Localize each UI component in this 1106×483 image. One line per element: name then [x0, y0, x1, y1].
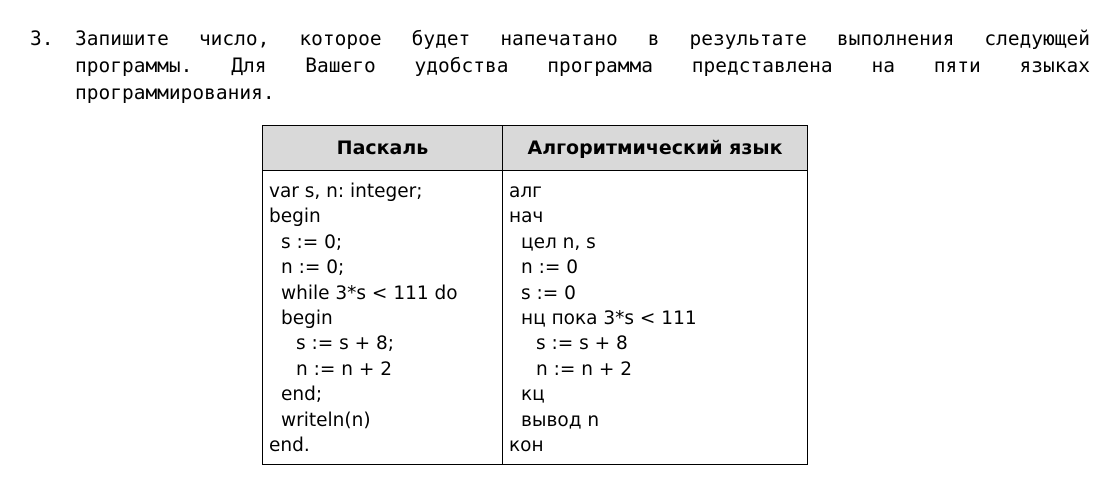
- task-number: 3.: [30, 27, 54, 50]
- code-line: s := 0;: [281, 231, 343, 253]
- table-header-row: [263, 126, 808, 171]
- code-line: end;: [281, 384, 323, 406]
- code-line: алг: [509, 181, 542, 202]
- code-line: begin: [269, 206, 321, 228]
- code-line: n := n + 2: [296, 358, 392, 380]
- code-line: цел n, s: [521, 231, 596, 253]
- header-algorithmic-language: Алгоритмический язык: [503, 126, 808, 171]
- code-line: n := 0;: [281, 257, 345, 279]
- task-text: [75, 25, 1090, 106]
- code-line: кц: [521, 384, 545, 406]
- pascal-code-cell: [263, 171, 503, 465]
- code-line: кон: [509, 435, 544, 457]
- task-statement: [30, 25, 1090, 106]
- algorithmic-code-cell: [503, 171, 808, 465]
- code-line: var s, n: integer;: [269, 181, 423, 202]
- code-line: end.: [269, 435, 310, 457]
- code-line: n := 0: [521, 257, 578, 279]
- program-table: [262, 125, 808, 465]
- task-text-line-2: программы. Для Вашего удобства программа представлена на пяти языках: [75, 54, 1090, 77]
- code-line: writeln(n): [281, 409, 371, 431]
- code-line: n := n + 2: [536, 358, 632, 380]
- header-pascal: Паскаль: [263, 126, 503, 171]
- code-line: нач: [509, 206, 544, 228]
- code-line: s := 0: [521, 282, 576, 304]
- table-code-row: [263, 171, 808, 465]
- code-line: вывод n: [521, 409, 600, 431]
- task-text-line-3: программирования.: [75, 81, 275, 104]
- code-line: нц пока 3*s < 111: [521, 308, 697, 330]
- code-line: s := s + 8;: [296, 333, 395, 355]
- code-line: begin: [281, 308, 333, 330]
- code-line: s := s + 8: [536, 333, 628, 355]
- task-text-line-1: Запишите число, которое будет напечатано в результате выполнения следующей: [75, 27, 1090, 50]
- code-line: while 3*s < 111 do: [281, 282, 458, 304]
